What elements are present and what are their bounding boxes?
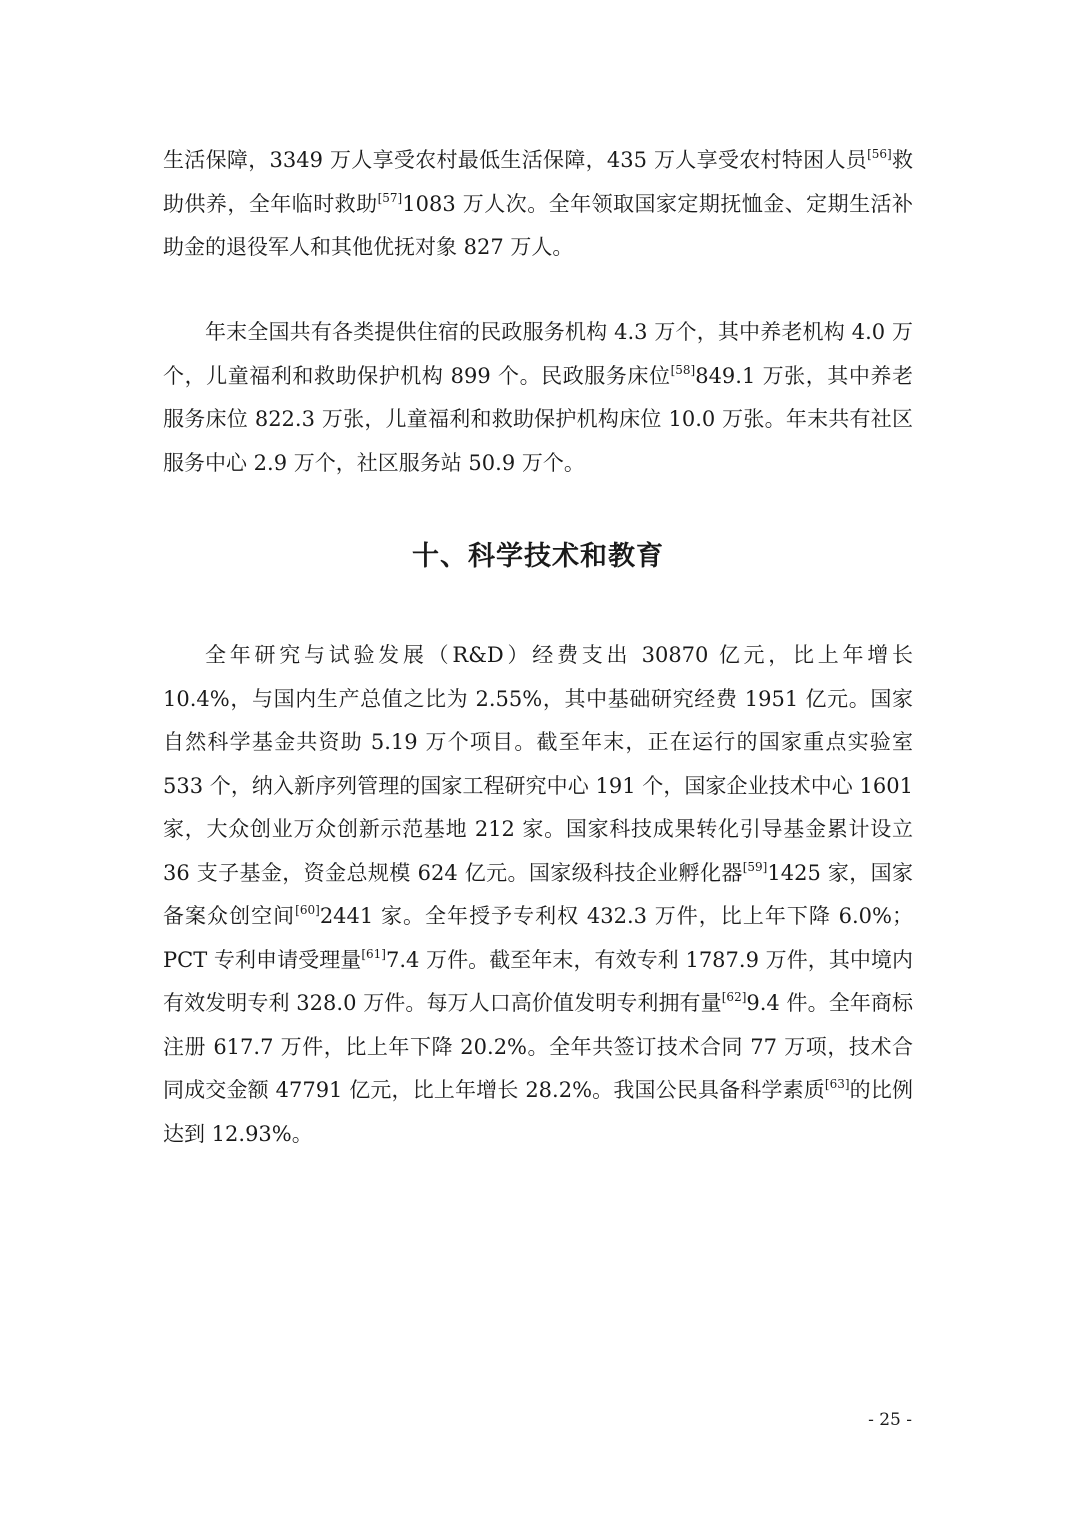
footnote-ref-56[interactable]: [56] xyxy=(867,147,892,161)
text-run: 全年研究与试验发展（R&D）经费支出 30870 亿元，比上年增长 10.4%，与国内生产总值之比为 2.55%，其中基础研究经费 1951 亿元。国家自然科学基金共资助 5.19 万个项目。截至年末，正在运行的国家重点实验室 533 个，纳入新序列管理的国家工程研究中心 191 个，国家企业技术中心 1601 家，大众创业万众创新示范基地 212 家。国家科技成果转化引导基金累计设立 36 支子基金，资金总规模 624 亿元。国家级科技企业孵化器 xyxy=(163,643,913,885)
section-heading: 十、科学技术和教育 xyxy=(412,541,664,572)
text-run: 9.4 件。全年商标注册 617.7 万件，比上年下降 20.2%。全年共签订技术合同 77 万项，技术合同成交金额 47791 亿元，比上年增长 28.2%。我国公民具备科学素质 xyxy=(163,991,914,1102)
paragraph-civil-affairs xyxy=(163,311,913,485)
paragraph-science-technology xyxy=(163,634,913,1156)
footnote-ref-62[interactable]: [62] xyxy=(721,990,747,1004)
text-run: 7.4 万件。截至年末，有效专利 1787.9 万件，其中境内有效发明专利 328.0 万件。每万人口高价值发明专利拥有量 xyxy=(163,947,913,1015)
footnote-ref-63[interactable]: [63] xyxy=(824,1077,850,1091)
text-run: 1425 家，国家备案众创空间 xyxy=(163,860,913,928)
footnote-ref-57[interactable]: [57] xyxy=(377,190,403,205)
text-run: 1083 万人次。全年领取国家定期抚恤金、定期生活补助金的退役军人和其他优抚对象 827 万人。 xyxy=(163,191,913,259)
text-run: 的比例达到 12.93%。 xyxy=(163,1078,913,1146)
text-run: 年末全国共有各类提供住宿的民政服务机构 4.3 万个，其中养老机构 4.0 万个，儿童福利和救助保护机构 899 个。民政服务床位 xyxy=(163,320,913,388)
text-run: 救助供养，全年临时救助 xyxy=(163,148,914,216)
text-run: 生活保障，3349 万人享受农村最低生活保障，435 万人享受农村特困人员 xyxy=(163,148,868,172)
text-run: 849.1 万张，其中养老服务床位 822.3 万张，儿童福利和救助保护机构床位 10.0 万张。年末共有社区服务中心 2.9 万个，社区服务站 50.9 万个。 xyxy=(163,363,913,475)
footnote-ref-58[interactable]: [58] xyxy=(670,362,696,377)
text-run: 2441 家。全年授予专利权 432.3 万件，比上年下降 6.0%；PCT 专利申请受理量 xyxy=(163,904,913,972)
paragraph-social-security xyxy=(163,139,913,270)
footnote-ref-59[interactable]: [59] xyxy=(742,859,768,874)
footnote-ref-60[interactable]: [60] xyxy=(295,903,320,917)
page-number: - 25 - xyxy=(868,1410,912,1430)
footnote-ref-61[interactable]: [61] xyxy=(361,946,386,961)
